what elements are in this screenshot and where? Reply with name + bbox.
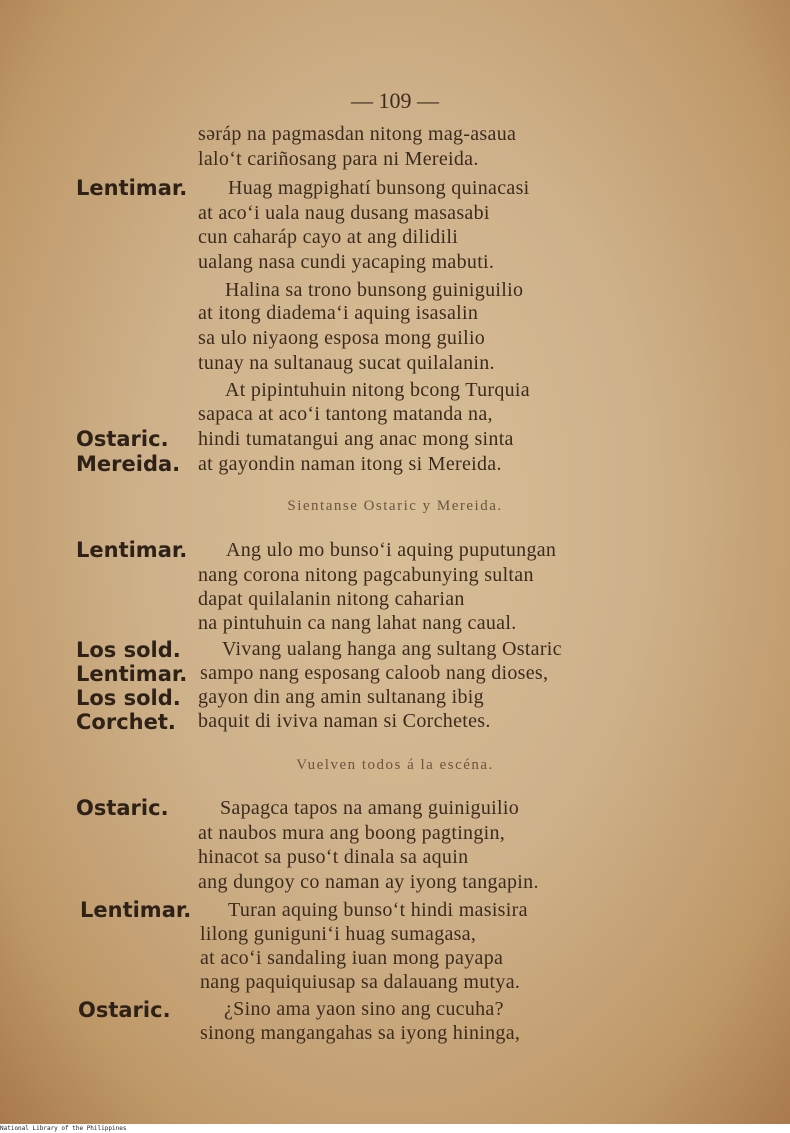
verse-line: ¿Sino ama yaon sino ang cucuha? xyxy=(224,998,504,1020)
verse-line: hinacot sa puso‘t dinala sa aquin xyxy=(198,846,469,868)
verse-line: lilong guniguni‘i huag sumagasa, xyxy=(200,923,477,945)
speaker-label: Lentimar. xyxy=(80,898,192,922)
speaker-label: Los sold. xyxy=(76,686,181,710)
verse-line: tunay na sultanaug sucat quilalanin. xyxy=(198,352,495,374)
verse-line: gayon din ang amin sultanang ibig xyxy=(198,686,484,708)
verse-line: at naubos mura ang boong pagtingin, xyxy=(198,822,506,844)
verse-line: hindi tumatangui ang anac mong sinta xyxy=(198,428,514,450)
verse-line: At pipintuhuin nitong bcong Turquia xyxy=(225,379,530,401)
verse-line: baquit di iviva naman si Corchetes. xyxy=(198,710,491,732)
verse-line: lalo‘t cariñosang para ni Mereida. xyxy=(198,148,479,170)
verse-line: Vivang ualang hanga ang sultang Ostaric xyxy=(222,638,562,660)
verse-line: sampo nang esposang caloob nang dioses, xyxy=(200,662,549,684)
verse-line: Halina sa trono bunsong guiniguilio xyxy=(225,279,524,301)
verse-line: sapaca at aco‘i tantong matanda na, xyxy=(198,403,493,425)
verse-line: ualang nasa cundi yacaping mabuti. xyxy=(198,251,495,273)
speaker-label: Ostaric. xyxy=(78,998,171,1022)
verse-line: nang corona nitong pagcabunying sultan xyxy=(198,564,534,586)
verse-line: dapat quilalanin nitong caharian xyxy=(198,588,465,610)
speaker-label: Corchet. xyxy=(76,710,176,734)
speaker-label: Lentimar. xyxy=(76,538,188,562)
speaker-label: Ostaric. xyxy=(76,796,169,820)
verse-line: at itong diadema‘i aquing isasalin xyxy=(198,302,479,324)
stage-direction: Sientanse Ostaric y Mereida. xyxy=(287,498,503,514)
verse-line: at aco‘i uala naug dusang masasabi xyxy=(198,202,490,224)
speaker-label: Mereida. xyxy=(76,452,181,476)
stage-direction: Vuelven todos á la escéna. xyxy=(296,757,494,773)
footer-credit: National Library of the Philippines xyxy=(0,1124,790,1133)
speaker-label: Los sold. xyxy=(76,638,181,662)
page-number: — 109 — xyxy=(351,88,439,113)
verse-line: Sapagca tapos na amang guiniguilio xyxy=(220,797,520,819)
verse-line: Turan aquing bunso‘t hindi masisira xyxy=(228,899,528,921)
verse-line: sinong mangangahas sa iyong hininga, xyxy=(200,1022,521,1044)
verse-line: Ang ulo mo bunso‘i aquing puputungan xyxy=(226,539,557,561)
verse-line: cun caharáp cayo at ang dilidili xyxy=(198,226,459,248)
verse-line: at gayondin naman itong si Mereida. xyxy=(198,453,502,475)
verse-line: ang dungoy co naman ay iyong tangapin. xyxy=(198,871,539,893)
verse-line: sǝráp na pagmasdan nitong mag-asaua xyxy=(198,123,517,145)
speaker-label: Ostaric. xyxy=(76,427,169,451)
verse-line: Huag magpighatí bunsong quinacasi xyxy=(228,177,530,199)
verse-line: sa ulo niyaong esposa mong guilio xyxy=(198,327,486,349)
speaker-label: Lentimar. xyxy=(76,662,188,686)
verse-line: nang paquiquiusap sa dalauang mutya. xyxy=(200,971,521,993)
verse-line: at aco‘i sandaling iuan mong payapa xyxy=(200,947,504,969)
verse-line: na pintuhuin ca nang lahat nang caual. xyxy=(198,612,517,634)
speaker-label: Lentimar. xyxy=(76,176,188,200)
